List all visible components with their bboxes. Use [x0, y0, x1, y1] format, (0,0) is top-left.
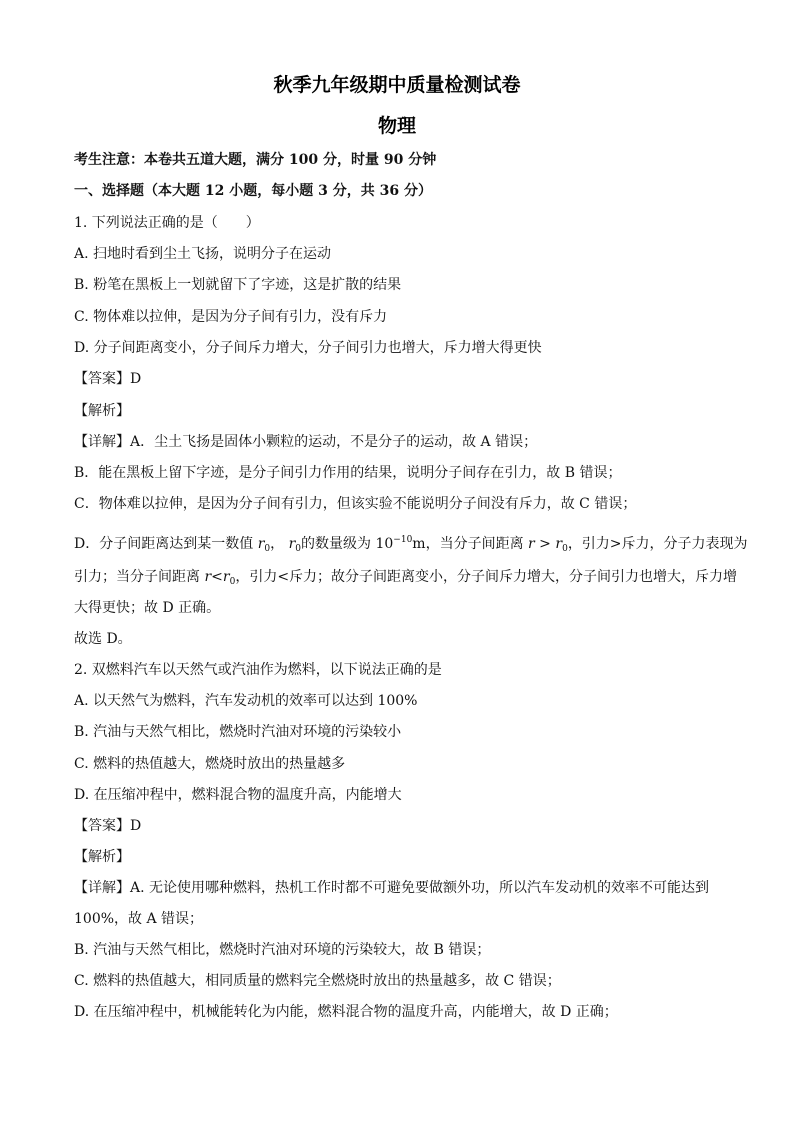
question-2-detail-a-line2: 100%，故 A 错误； [74, 911, 204, 927]
question-1-detail-d-line2 [74, 567, 738, 592]
detail-d-text-4: ，当分子间距离 [425, 536, 529, 552]
question-1-option-a: A. 扫地时看到尘土飞扬，说明分子在运动 [74, 246, 332, 262]
question-2-detail-b: B. 汽油与天然气相比，燃烧时汽油对环境的污染较大，故 B 错误； [74, 942, 491, 958]
question-2-detail-c: C. 燃料的热值越大，相同质量的燃料完全燃烧时放出的热量越多，故 C 错误； [74, 973, 561, 989]
greater-than: > [534, 536, 556, 552]
detail-d-text-6: 引力；当分子间距离 [74, 569, 205, 585]
question-2-detail-a-line1: 【详解】A. 无论使用哪种燃料，热机工作时都不可避免要做额外功，所以汽车发动机的效率不可能达到 [74, 880, 710, 896]
r-subscript: 0 [229, 577, 236, 587]
r-symbol: r [288, 536, 296, 552]
unit-meter: m [412, 536, 426, 552]
question-2-option-d: D. 在压缩冲程中，燃料混合物的温度升高，内能增大 [74, 787, 402, 803]
question-2-option-b: B. 汽油与天然气相比，燃烧时汽油对环境的污染较小 [74, 724, 402, 740]
r-subscript: 0 [264, 544, 271, 554]
question-2-answer: 【答案】D [74, 818, 142, 834]
question-1-detail-b: B．能在黑板上留下字迹，是分子间引力作用的结果，说明分子间存在引力，故 B 错误； [74, 465, 622, 481]
question-1-detail-c: C．物体难以拉伸，是因为分子间有引力，但该实验不能说明分子间没有斥力，故 C 错误； [74, 496, 637, 512]
question-1-option-b: B. 粉笔在黑板上一划就留下了字迹，这是扩散的结果 [74, 277, 402, 293]
power-base: 10 [375, 536, 394, 552]
detail-d-text-1: D．分子间距离达到某一数值 [74, 536, 258, 552]
detail-d-text-5: ，引力>斥力，分子力表现为 [567, 536, 748, 552]
power-exponent: −10 [393, 535, 413, 545]
subject-title: 物理 [377, 115, 416, 137]
question-1-option-c: C. 物体难以拉伸，是因为分子间有引力，没有斥力 [74, 309, 388, 325]
question-2-detail-d: D. 在压缩冲程中，机械能转化为内能，燃料混合物的温度升高，内能增大，故 D 正确； [74, 1004, 618, 1020]
r-subscript: 0 [295, 544, 302, 554]
r-symbol: r [528, 536, 535, 552]
r-symbol: r [222, 569, 230, 585]
detail-d-text-7: ，引力<斥力；故分子间距离变小，分子间斥力增大，分子间引力也增大，斥力增 [235, 569, 738, 585]
section-heading: 一、选择题（本大题 12 小题，每小题 3 分，共 36 分） [74, 183, 432, 199]
exam-title: 秋季九年级期中质量检测试卷 [273, 74, 521, 96]
question-1-detail-a: 【详解】A．尘土飞扬是固体小颗粒的运动，不是分子的运动，故 A 错误； [74, 434, 538, 450]
less-than: < [211, 569, 223, 585]
question-2-analysis-label: 【解析】 [74, 849, 130, 865]
r-symbol: r [204, 569, 212, 585]
question-1-answer: 【答案】D [74, 371, 142, 387]
r-subscript: 0 [562, 544, 568, 554]
question-2-option-c: C. 燃料的热值越大，燃烧时放出的热量越多 [74, 756, 346, 772]
detail-d-text-2: ， [270, 536, 289, 552]
question-1-analysis-label: 【解析】 [74, 403, 130, 419]
question-2-stem: 2. 双燃料汽车以天然气或汽油作为燃料，以下说法正确的是 [74, 662, 442, 678]
question-1-detail-d-line1 [74, 530, 748, 559]
r-symbol: r [555, 536, 563, 552]
detail-d-text-3: 的数量级为 [301, 536, 376, 552]
r-symbol: r [257, 536, 265, 552]
exam-notice: 考生注意：本卷共五道大题，满分 100 分，时量 90 分钟 [74, 152, 437, 168]
question-1-detail-d-line3: 大得更快；故 D 正确。 [74, 600, 221, 616]
question-1-option-d: D. 分子间距离变小，分子间斥力增大，分子间引力也增大，斥力增大得更快 [74, 340, 542, 356]
question-1-conclusion: 故选 D。 [74, 631, 132, 647]
question-2-option-a: A. 以天然气为燃料，汽车发动机的效率可以达到 100% [74, 693, 418, 709]
question-1-stem: 1. 下列说法正确的是（ ） [74, 215, 260, 231]
